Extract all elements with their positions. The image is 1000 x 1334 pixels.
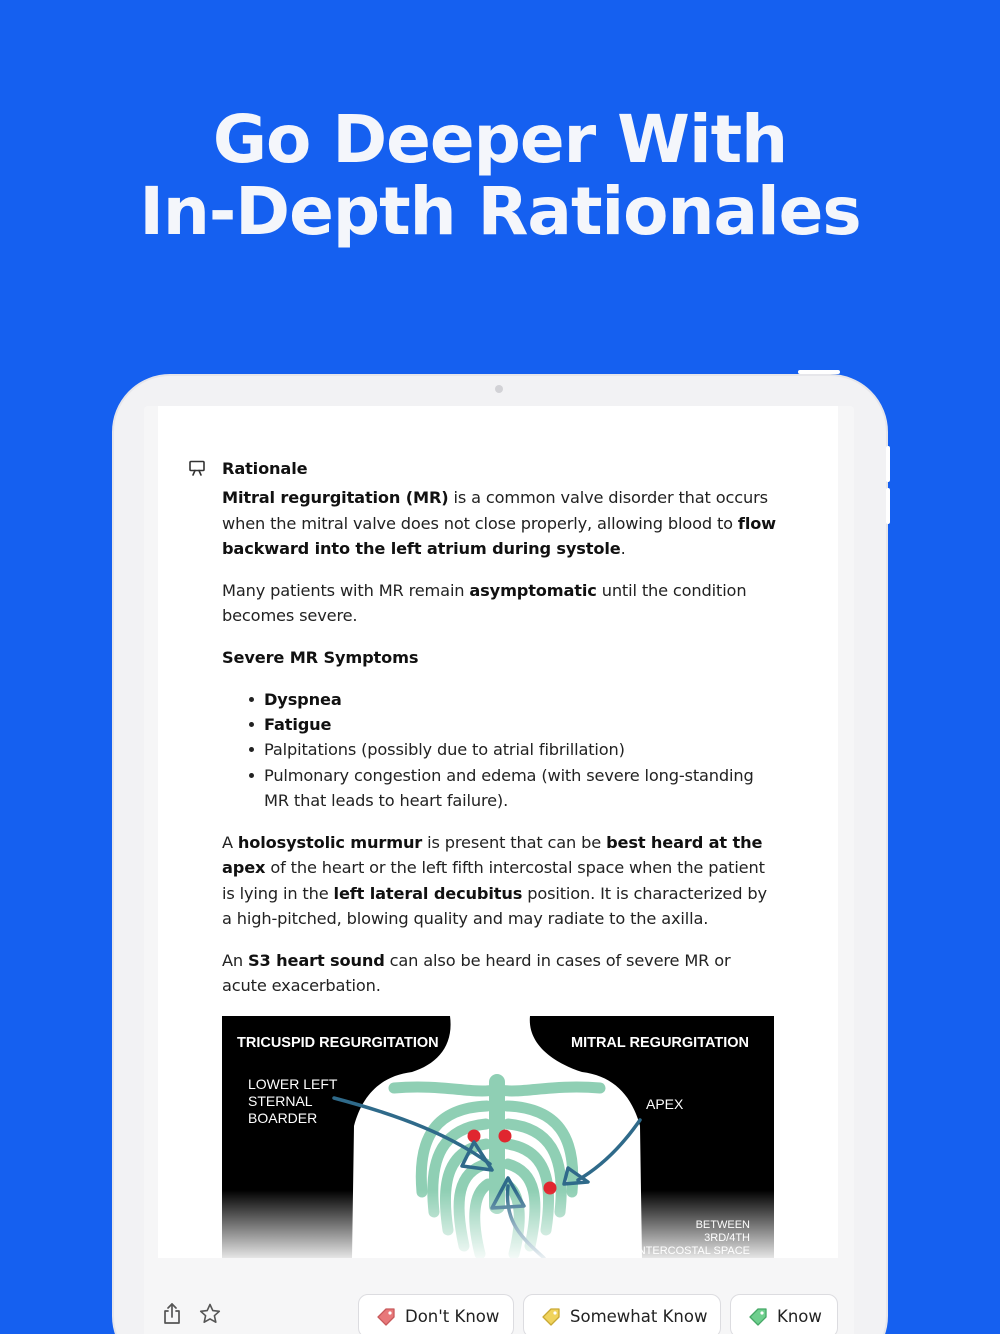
rationale-paragraph-4: An S3 heart sound can also be heard in cases of severe MR or acute exacerbation. xyxy=(222,950,731,996)
dont-know-label: Don't Know xyxy=(405,1306,500,1326)
presentation-icon xyxy=(188,459,206,477)
tricuspid-title: TRICUSPID REGURGITATION xyxy=(237,1035,439,1051)
symptoms-list xyxy=(222,687,778,813)
rationale-paragraph-2: Many patients with MR remain asymptomatic until the condition becomes severe. xyxy=(222,580,747,626)
list-item: Palpitations (possibly due to atrial fibrillation) xyxy=(222,737,778,762)
mitral-title: MITRAL REGURGITATION xyxy=(571,1035,750,1051)
symptoms-heading: Severe MR Symptoms xyxy=(222,647,419,667)
list-item: Fatigue xyxy=(222,712,778,737)
volume-down-button xyxy=(886,488,890,524)
between-label-2: 3RD/4TH xyxy=(704,1232,750,1244)
headline-line-2: In-Depth Rationales xyxy=(139,173,861,250)
apex-label: APEX xyxy=(646,1096,684,1112)
somewhat-know-button[interactable] xyxy=(523,1294,721,1334)
share-icon[interactable] xyxy=(160,1302,184,1326)
star-icon[interactable] xyxy=(198,1302,222,1326)
lower-left-label-1: LOWER LEFT xyxy=(248,1076,338,1092)
somewhat-know-label: Somewhat Know xyxy=(570,1306,708,1326)
know-button[interactable] xyxy=(730,1294,838,1334)
camera xyxy=(495,385,503,393)
between-label-1: BETWEEN xyxy=(695,1219,750,1231)
rationale-title: Rationale xyxy=(222,459,308,478)
rationale-content xyxy=(222,456,778,1015)
rationale-paragraph-3: A holosystolic murmur is present that can be best heard at the apex of the heart or the left fifth intercostal space when the patient is lying in the left lateral decubitus position. It is characterized by a high-pitched, blowing quality and may radiate to the axilla. xyxy=(222,832,767,928)
tag-icon xyxy=(747,1305,769,1327)
power-button xyxy=(798,370,840,374)
list-item: Dyspnea xyxy=(222,687,778,712)
headline-line-1: Go Deeper With xyxy=(212,101,788,178)
volume-up-button xyxy=(886,446,890,482)
headline xyxy=(0,101,1000,250)
tag-icon xyxy=(375,1305,397,1327)
list-item: Pulmonary congestion and edema (with severe long-standing MR that leads to heart failure). xyxy=(222,763,778,814)
lower-left-label-3: BOARDER xyxy=(248,1110,318,1126)
regurgitation-diagram xyxy=(222,1016,774,1258)
tag-icon xyxy=(540,1305,562,1327)
know-label: Know xyxy=(777,1306,822,1326)
dont-know-button[interactable] xyxy=(358,1294,514,1334)
lower-left-label-2: STERNAL xyxy=(248,1093,313,1109)
rationale-paragraph-1: Mitral regurgitation (MR) is a common valve disorder that occurs when the mitral valve does not close properly, allowing blood to flow backward into the left atrium during systole. xyxy=(222,488,776,558)
between-label-3: INTERCOSTAL SPACE xyxy=(634,1245,750,1257)
